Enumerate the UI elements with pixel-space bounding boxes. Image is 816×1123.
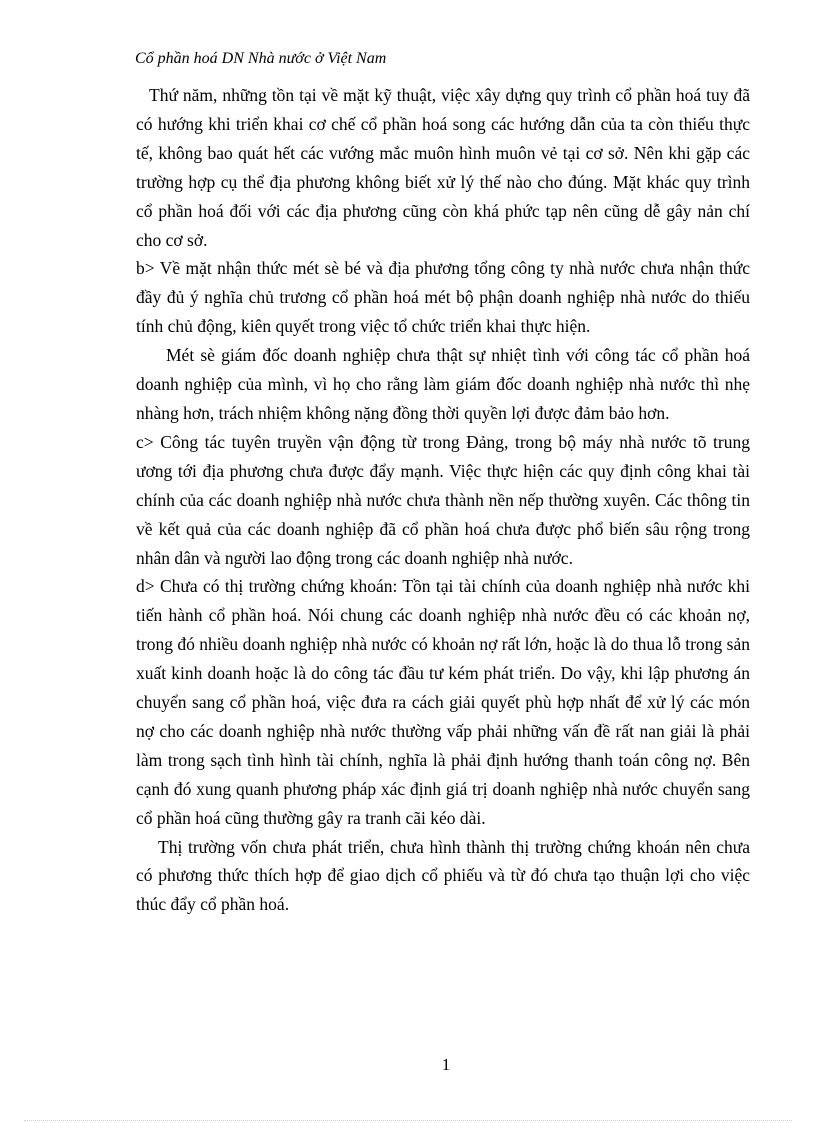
paragraph-stock-market: d> Chưa có thị trường chứng khoán: Tồn tại tài chính của doanh nghiệp nhà nước khi tiến hành cổ phần hoá. Nói chung các doanh nghiệp nhà nước đều có các khoản nợ, trong đó nhiều doanh nghiệp nhà nước có khoản nợ rất lớn, hoặc là do thua lỗ trong sản xuất kinh doanh hoặc là do công tác đầu tư kém phát triển. Do vậy, khi lập phương án chuyển sang cổ phần hoá, việc đưa ra cách giải quyết phù hợp nhất để xử lý các món nợ cho các doanh nghiệp nhà nước thường vấp phải những vấn đề rất nan giải là phải làm trong sạch tình hình tài chính, nghĩa là phải định hướng thanh toán công nợ. Bên cạnh đó xung quanh phương pháp xác định giá trị doanh nghiệp nhà nước chuyển sang cổ phần hoá cũng thường gây ra tranh cãi kéo dài. xyxy=(136,576,750,828)
paragraph-awareness: b> Về mặt nhận thức mét sè bé và địa phương tổng công ty nhà nước chưa nhận thức đầy đủ ý nghĩa chủ trương cổ phần hoá mét bộ phận doanh nghiệp nhà nước do thiếu tính chủ động, kiên quyết trong việc tổ chức triển khai thực hiện. xyxy=(136,258,750,337)
document-body xyxy=(136,81,750,919)
running-header: Cổ phần hoá DN Nhà nước ở Việt Nam xyxy=(135,50,387,67)
paragraph-propaganda: c> Công tác tuyên truyền vận động từ trong Đảng, trong bộ máy nhà nước tõ trung ương tới địa phương chưa được đẩy mạnh. Việc thực hiện các quy định công khai tài chính của các doanh nghiệp nhà nước chưa thành nền nếp thường xuyên. Các thông tin về kết quả của các doanh nghiệp đã cổ phần hoá chưa được phổ biến sâu rộng trong nhân dân và người lao động trong các doanh nghiệp nhà nước. xyxy=(136,431,750,568)
paragraph-directors: Mét sè giám đốc doanh nghiệp chưa thật sự nhiệt tình với công tác cổ phần hoá doanh nghiệp của mình, vì họ cho rằng làm giám đốc doanh nghiệp nhà nước thì nhẹ nhàng hơn, trách nhiệm không nặng đồng thời quyền lợi được đảm bảo hơn. xyxy=(136,345,750,423)
paragraph-capital-market: Thị trường vốn chưa phát triển, chưa hình thành thị trường chứng khoán nên chưa có phương thức thích hợp để giao dịch cổ phiếu và từ đó chưa tạo thuận lợi cho việc thúc đẩy cổ phần hoá. xyxy=(136,836,750,915)
page-number: 1 xyxy=(441,1055,451,1074)
paragraph-technical-issues: Thứ năm, những tồn tại về mặt kỹ thuật, việc xây dựng quy trình cổ phần hoá tuy đã có hướng khi triển khai cơ chế cổ phần hoá song các hướng dẫn của ta còn thiếu thực tế, không bao quát hết các vướng mắc muôn hình muôn vẻ tại cơ sở. Nên khi gặp các trường hợp cụ thể địa phương không biết xử lý thế nào cho đúng. Mặt khác quy trình cổ phần hoá đối với các địa phương cũng còn khá phức tạp nên cũng dễ gây nản chí cho cơ sở. xyxy=(136,85,750,250)
page-bottom-divider xyxy=(24,1120,792,1121)
